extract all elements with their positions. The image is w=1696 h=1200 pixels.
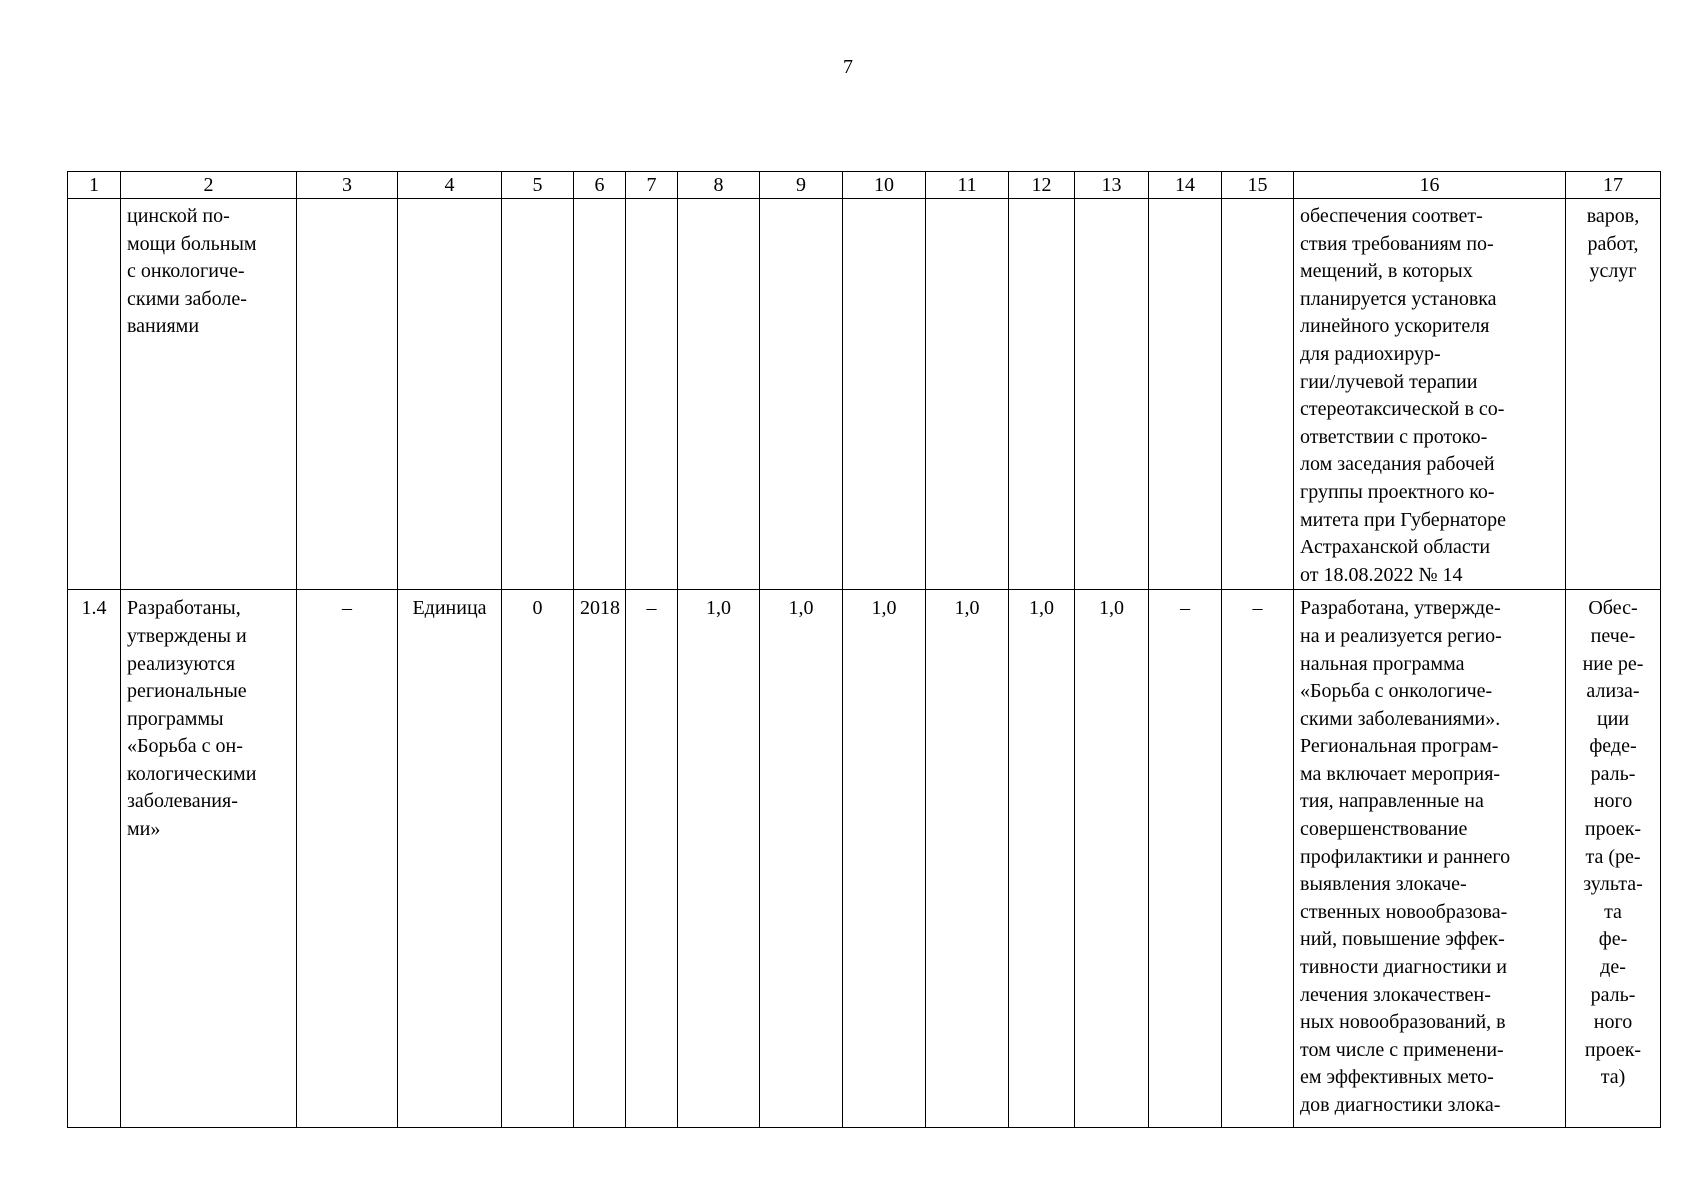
column-number: 16 xyxy=(1294,172,1566,199)
table-cell: 1,0 xyxy=(1009,590,1075,1128)
table-cell: 1,0 xyxy=(760,590,843,1128)
table-cell xyxy=(398,199,502,590)
page-number: 7 xyxy=(843,56,853,78)
table-cell: Единица xyxy=(398,590,502,1128)
column-number: 1 xyxy=(68,172,121,199)
table-cell xyxy=(926,199,1009,590)
column-number: 6 xyxy=(574,172,626,199)
column-number: 15 xyxy=(1222,172,1294,199)
table-cell: 0 xyxy=(502,590,574,1128)
table-cell: цинской по- мощи больным с онкологиче- скими заболе- ваниями xyxy=(121,199,297,590)
table-cell: 1,0 xyxy=(926,590,1009,1128)
table-cell: 2018 xyxy=(574,590,626,1128)
table-cell xyxy=(1149,199,1222,590)
table-cell xyxy=(626,199,678,590)
table-cell xyxy=(297,199,398,590)
column-number: 7 xyxy=(626,172,678,199)
column-number: 3 xyxy=(297,172,398,199)
column-number: 4 xyxy=(398,172,502,199)
table-cell xyxy=(760,199,843,590)
table-cell xyxy=(1075,199,1149,590)
column-number: 9 xyxy=(760,172,843,199)
column-number-header xyxy=(68,172,1661,199)
table-cell: 1,0 xyxy=(678,590,760,1128)
table-cell: 1,0 xyxy=(1075,590,1149,1128)
column-number: 17 xyxy=(1566,172,1661,199)
table-cell: – xyxy=(1149,590,1222,1128)
column-number: 5 xyxy=(502,172,574,199)
document-table xyxy=(67,171,1661,1128)
table-cell: Разработаны, утверждены и реализуются региональные программы «Борьба с он- кологическими заболевания- ми» xyxy=(121,590,297,1128)
table-cell xyxy=(1222,199,1294,590)
table-cell xyxy=(1009,199,1075,590)
table-cell xyxy=(574,199,626,590)
column-number: 2 xyxy=(121,172,297,199)
table-row xyxy=(68,199,1661,590)
column-number: 14 xyxy=(1149,172,1222,199)
column-number: 12 xyxy=(1009,172,1075,199)
table-cell: Разработана, утвержде- на и реализуется регио- нальная программа «Борьба с онкологиче- скими заболеваниями». Региональная програм- ма включает мероприя- тия, направленные на совершенствование профилактики и раннего выявления злокаче- ственных новообразова- ний, повышение эффек- тивности диагностики и лечения злокачествен- ных новообразований, в том числе с применени- ем эффективных мето- дов диагностики злока- xyxy=(1294,590,1566,1128)
table-cell: – xyxy=(626,590,678,1128)
column-number: 11 xyxy=(926,172,1009,199)
column-number: 10 xyxy=(843,172,926,199)
table-cell: Обес- пече- ние ре- ализа- ции феде- раль- ного проек- та (ре- зульта- та фе- де- раль- ного проек- та) xyxy=(1566,590,1661,1128)
table-cell: обеспечения соответ- ствия требованиям по- мещений, в которых планируется установка линейного ускорителя для радиохирур- гии/лучевой терапии стереотаксической в со- ответствии с протоко- лом заседания рабочей группы проектного ко- митета при Губернаторе Астраханской области от 18.08.2022 № 14 xyxy=(1294,199,1566,590)
table-cell: – xyxy=(1222,590,1294,1128)
column-number: 13 xyxy=(1075,172,1149,199)
table-cell xyxy=(68,199,121,590)
table-cell xyxy=(843,199,926,590)
table-cell: 1.4 xyxy=(68,590,121,1128)
table-row xyxy=(68,590,1661,1128)
table-cell: – xyxy=(297,590,398,1128)
table-cell xyxy=(502,199,574,590)
table-cell: варов, работ, услуг xyxy=(1566,199,1661,590)
table-cell xyxy=(678,199,760,590)
table-cell: 1,0 xyxy=(843,590,926,1128)
column-number: 8 xyxy=(678,172,760,199)
